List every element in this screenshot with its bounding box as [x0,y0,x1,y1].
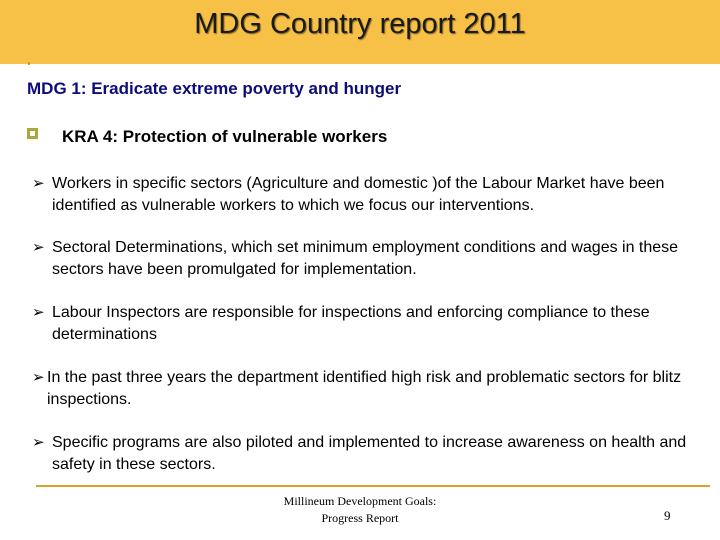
arrow-bullet-icon: ➢ [32,369,45,386]
footer-divider [36,485,710,487]
bullet-text: Workers in specific sectors (Agriculture and domestic )of the Labour Market have been identified as vulnerable workers to which we focus our interventions. [52,175,665,214]
arrow-bullet-icon: ➢ [32,175,45,192]
square-bullet-icon [27,128,38,139]
arrow-bullet-icon: ➢ [32,239,45,256]
bullet-item [32,237,702,281]
bullet-text: Specific programs are also piloted and implemented to increase awareness on health and safety in these sectors. [52,434,687,473]
slide-subtitle: MDG 1: Eradicate extreme poverty and hunger [27,79,402,98]
footer-line-2: Progress Report [321,511,399,525]
kra-text: KRA 4: Protection of vulnerable workers [62,127,388,146]
slide-title: MDG Country report 2011 [194,8,526,40]
page-number: 9 [664,508,671,523]
bullet-text: Sectoral Determinations, which set minimum employment conditions and wages in these sectors have been promulgated for implementation. [52,239,679,278]
title-tick [28,62,30,65]
bullet-text: Labour Inspectors are responsible for inspections and enforcing compliance to these determinations [52,304,650,343]
bullet-item [32,302,702,346]
bullet-text: In the past three years the department identified high risk and problematic sectors for blitz inspections. [47,369,682,408]
footer-caption [260,493,460,527]
bullet-item [32,432,702,476]
bullet-item [32,173,702,217]
arrow-bullet-icon: ➢ [32,434,45,451]
bullet-item [32,367,702,411]
footer-line-1: Millineum Development Goals: [283,494,437,508]
arrow-bullet-icon: ➢ [32,304,45,321]
